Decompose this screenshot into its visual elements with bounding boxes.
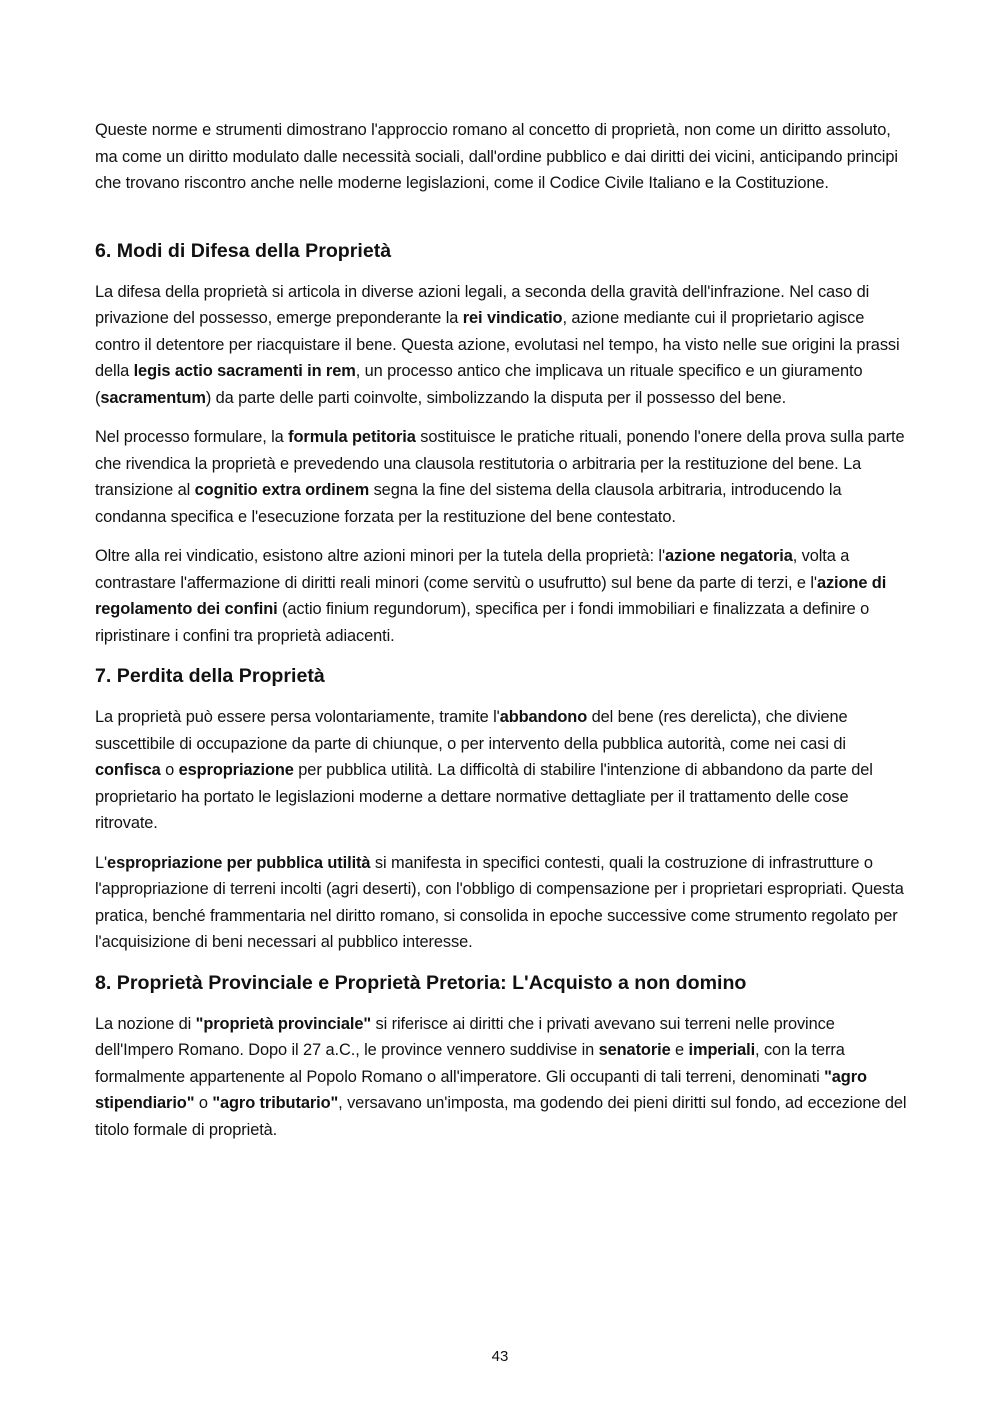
section-6-paragraph-1: La difesa della proprietà si articola in diverse azioni legali, a seconda della gravità dell'infrazione. Nel caso di privazione del possesso, emerge preponderante la rei vindicatio, azione mediante cui il proprietario agisce contro il detentore per riacquistare il bene. Questa azione, evolutasi nel tempo, ha visto nelle sue origini la prassi della legis actio sacramenti in rem, un processo antico che implicava un rituale specifico e un giuramento (sacramentum) da parte delle parti coinvolte, simbolizzando la disputa per il possesso del bene.: [95, 282, 900, 407]
term-agro-stipendiario: "agro stipendiario": [95, 1067, 867, 1112]
term-azione-negatoria: azione negatoria: [665, 547, 793, 565]
section-7-heading: 7. Perdita della Proprietà: [95, 665, 325, 687]
section-8-paragraph-1: La nozione di "proprietà provinciale" si riferisce ai diritti che i privati avevano sui terreni nelle province dell'Impero Romano. Dopo il 27 a.C., le province vennero suddivise in senatorie e imperiali, con la terra formalmente appartenente al Popolo Romano o all'imperatore. Gli occupanti di tali terreni, denominati "agro stipendiario" o "agro tributario", versavano un'imposta, ma godendo dei pieni diritti sul fondo, ad eccezione del titolo formale di proprietà.: [95, 1014, 907, 1139]
term-legis-actio: legis actio sacramenti in rem: [133, 362, 356, 380]
section-7-paragraph-2: L'espropriazione per pubblica utilità si manifesta in specifici contesti, quali la costruzione di infrastrutture o l'appropriazione di terreni incolti (agri deserti), con l'obbligo di compensazione per i proprietari espropriati. Questa pratica, benché frammentaria nel diritto romano, si consolida in epoche successive come strumento regolato per l'acquisizione di beni necessari al pubblico interesse.: [95, 853, 904, 951]
term-cognitio-extra-ordinem: cognitio extra ordinem: [194, 481, 370, 499]
intro-paragraph: Queste norme e strumenti dimostrano l'approccio romano al concetto di proprietà, non come un diritto assoluto, ma come un diritto modulato dalle necessità sociali, dall'ordine pubblico e dai diritti dei vicini, anticipando principi che trovano riscontro anche nelle moderne legislazioni, come il Codice Civile Italiano e la Costituzione.: [95, 121, 898, 192]
section-6-paragraph-2: Nel processo formulare, la formula petitoria sostituisce le pratiche rituali, ponendo l'onere della prova sulla parte che rivendica la proprietà e prevedendo una clausola restitutoria o arbitraria per la restituzione del bene. La transizione al cognitio extra ordinem segna la fine del sistema della clausola arbitraria, introducendo la condanna specifica e l'esecuzione forzata per la restituzione del bene contestato.: [95, 428, 905, 526]
term-espropriazione-pubblica-utilita: espropriazione per pubblica utilità: [107, 853, 371, 872]
term-regolamento-confini: azione di regolamento dei confini: [95, 573, 887, 618]
term-confisca: confisca: [95, 761, 161, 779]
term-agro-tributario: "agro tributario": [212, 1094, 339, 1112]
term-abbandono: abbandono: [499, 708, 588, 726]
term-sacramentum: sacramentum: [100, 388, 206, 407]
section-7-paragraph-1: La proprietà può essere persa volontariamente, tramite l'abbandono del bene (res derelicta), che diviene suscettibile di occupazione da parte di chiunque, o per intervento della pubblica autorità, come nei casi di confisca o espropriazione per pubblica utilità. La difficoltà di stabilire l'intenzione di abbandono da parte del proprietario ha portato le legislazioni moderne a dettare normative dettagliate per il trattamento delle cose ritrovate.: [95, 708, 873, 832]
section-8-heading: 8. Proprietà Provinciale e Proprietà Pretoria: L'Acquisto a non domino: [95, 971, 747, 994]
term-proprieta-provinciale: "proprietà provinciale": [195, 1014, 372, 1033]
term-imperiali: imperiali: [688, 1041, 756, 1059]
term-espropriazione: espropriazione: [178, 761, 294, 779]
section-6-paragraph-3: Oltre alla rei vindicatio, esistono altre azioni minori per la tutela della proprietà: l'azione negatoria, volta a contrastare l'affermazione di diritti reali minori (come servitù o usufrutto) sul bene da parte di terzi, e l'azione di regolamento dei confini (actio finium regundorum), specifica per i fondi immobiliari e finalizzata a definire o ripristinare i confini tra proprietà adiacenti.: [95, 547, 887, 645]
term-rei-vindicatio: rei vindicatio: [462, 309, 563, 327]
term-senatorie: senatorie: [598, 1041, 671, 1059]
document-page: [95, 117, 910, 1156]
term-formula-petitoria: formula petitoria: [288, 428, 416, 446]
page-number: 43: [491, 1348, 509, 1365]
section-6-heading: 6. Modi di Difesa della Proprietà: [95, 239, 392, 262]
